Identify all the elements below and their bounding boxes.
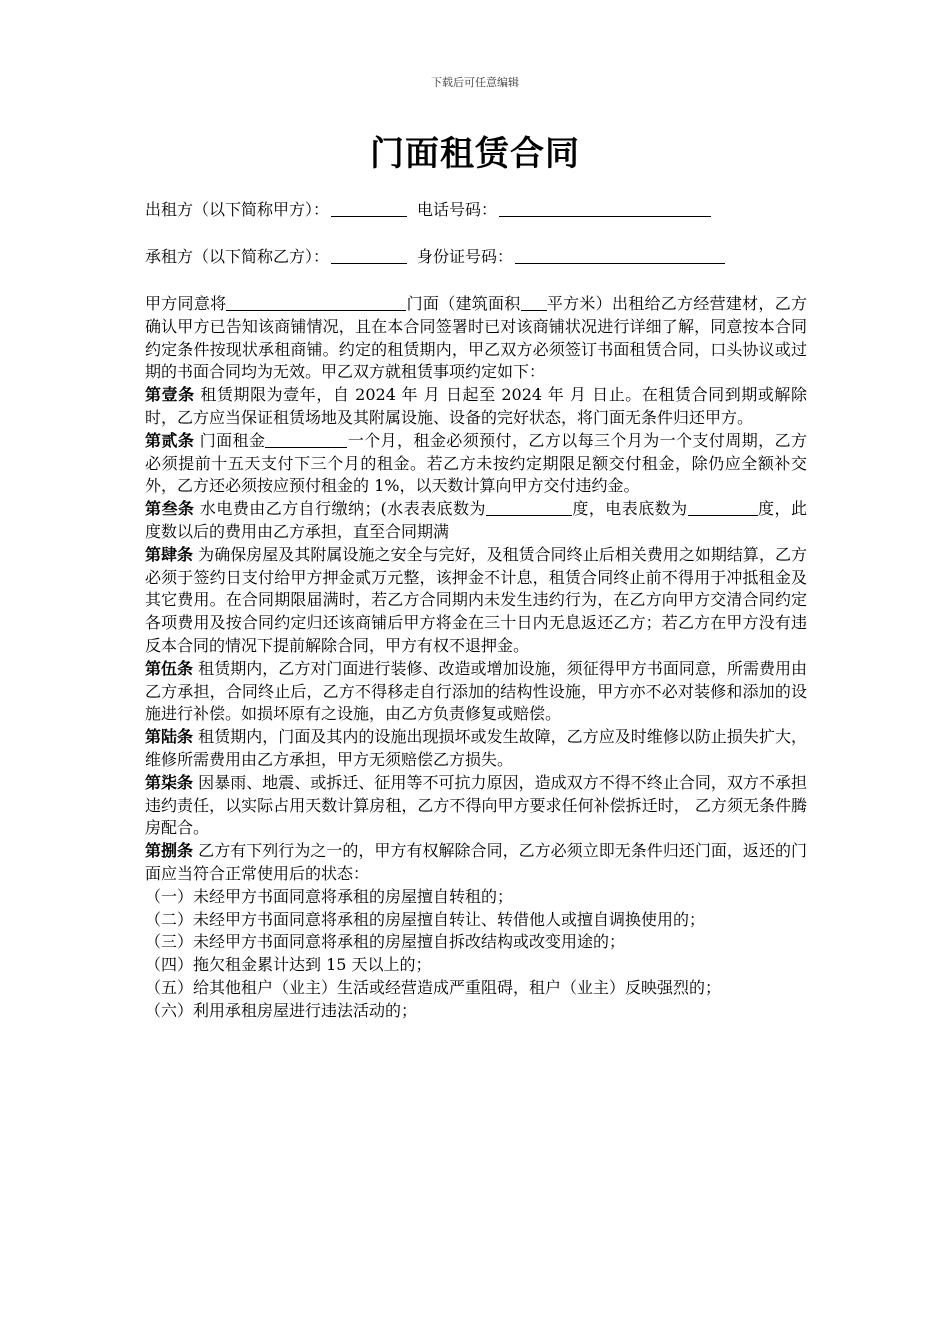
clause-1 (145, 384, 807, 430)
clause-5-text: 租赁期内，乙方对门面进行装修、改造或增加设施，须征得甲方书面同意，所需费用由乙方承担，合同终止后，乙方不得移走自行添加的结构性设施，甲方亦不必对装修和添加的设施进行补偿。如损坏原有之设施，由乙方负责修复或赔偿。 (145, 658, 807, 724)
clause-5 (145, 658, 807, 726)
list-item: （四）拖欠租金累计达到 15 天以上的； (145, 955, 432, 975)
party-b-line (145, 246, 725, 268)
clause-4-text: 为确保房屋及其附属设施之安全与完好，及租赁合同终止后相关费用之如期结算，乙方必须于签约日支付给甲方押金贰万元整，该押金不计息，租赁合同终止前不得用于冲抵租金及其它费用。在合同期限届满时，若乙方合同期内未发生违约行为，在乙方向甲方交清合同约定各项费用及按合同约定归还该商铺后甲方将金在三十日内无息返还乙方；若乙方在甲方没有违反本合同的情况下提前解除合同，甲方有权不退押金。 (145, 544, 807, 655)
party-b-name-blank[interactable] (331, 247, 407, 264)
clause-8 (145, 840, 807, 886)
premises-blank[interactable] (226, 294, 406, 311)
intro-text-3: 平方米）出租给乙方经营建材，乙方确认甲方已告知该商铺情况，且在本合同签署时已对该商铺状况进行详细了解，同意按本合同约定条件按现状承租商铺。约定的租赁期内，甲乙双方必须签订书面租赁合同，口头协议或过期的书面合同均为无效。甲乙双方就租赁事项约定如下： (145, 294, 807, 382)
clause-3 (145, 498, 807, 544)
clause-7-text: 因暴雨、地震、或拆迁、征用等不可抗力原因，造成双方不得不终止合同，双方不承担违约责任，以实际占用天数计算房租，乙方不得向甲方要求任何补偿拆迁时， 乙方须无条件腾房配合。 (145, 772, 807, 838)
list-item: （三）未经甲方书面同意将承租的房屋擅自拆改结构或改变用途的； (145, 932, 626, 952)
clause-6-text: 租赁期内，门面及其内的设施出现损坏或发生故障，乙方应及时维修以防止损失扩大，维修所需费用由乙方承担，甲方无须赔偿乙方损失。 (145, 727, 807, 769)
intro-text-2: 门面（建筑面积 (406, 294, 521, 313)
clause-2 (145, 430, 807, 498)
party-a-line (145, 199, 711, 221)
party-a-label: 出租方（以下简称甲方）： (145, 200, 330, 219)
clause-3-text-c: 度，此度数以后的费用由乙方承担，直至合同期满 (145, 499, 807, 541)
intro-text-1: 甲方同意将 (145, 294, 227, 313)
document-title: 门面租赁合同 (370, 134, 580, 174)
clause-4-head: 第肆条 (145, 544, 194, 564)
party-a-phone-label: 电话号码： (417, 200, 498, 219)
party-b-id-label: 身份证号码： (417, 247, 514, 266)
water-reading-blank[interactable] (486, 499, 572, 516)
clause-2-text-a: 门面租金 (194, 430, 266, 450)
clause-7-head: 第柒条 (145, 772, 194, 792)
party-a-name-blank[interactable] (331, 200, 407, 217)
list-item: （二）未经甲方书面同意将承租的房屋擅自转让、转借他人或擅自调换使用的； (145, 909, 706, 929)
clause-1-text: 租赁期限为壹年，自 2024 年 月 日起至 2024 年 月 日止。在租赁合同到期或解除时，乙方应当保证租赁场地及其附属设施、设备的完好状态，将门面无条件归还甲方。 (145, 385, 807, 427)
list-item: （六）利用承租房屋进行违法活动的； (145, 1000, 418, 1020)
clause-3-head: 第叁条 (145, 499, 195, 519)
list-item: （五）给其他租户（业主）生活或经营造成严重阻碍，租户（业主）反映强烈的； (145, 977, 722, 997)
party-b-id-blank[interactable] (515, 247, 725, 264)
list-item: （一）未经甲方书面同意将承租的房屋擅自转租的； (145, 886, 514, 906)
area-blank[interactable] (521, 294, 547, 311)
clause-6-head: 第陆条 (145, 727, 194, 747)
party-a-phone-blank[interactable] (499, 200, 711, 217)
party-b-label: 承租方（以下简称乙方）： (145, 247, 330, 266)
clause-8-head: 第捌条 (145, 841, 194, 861)
intro-paragraph (145, 293, 807, 384)
contract-body (145, 293, 807, 1023)
clause-3-text-b: 度，电表底数为 (571, 499, 688, 519)
clause-2-text-b: 一个月，租金必须预付，乙方以每三个月为一个支付周期，乙方必须提前十五天支付下三个月的租金。若乙方未按约定期限足额交付租金，除仍应全额补交外，乙方还必须按应预付租金的 1%，以天数计算向甲方交付违约金。 (145, 430, 807, 496)
header-note: 下载后可任意编辑 (431, 76, 519, 89)
clause-8-text: 乙方有下列行为之一的，甲方有权解除合同，乙方必须立即无条件归还门面，返还的门面应当符合正常使用后的状态： (145, 841, 807, 883)
clause-1-head: 第壹条 (145, 385, 195, 405)
rent-blank[interactable] (265, 431, 347, 448)
clause-5-head: 第伍条 (145, 658, 194, 678)
clause-7 (145, 772, 807, 840)
clause-2-head: 第贰条 (145, 430, 195, 450)
clause-4 (145, 544, 807, 658)
electric-reading-blank[interactable] (688, 499, 758, 516)
clause-6 (145, 726, 807, 772)
clause-3-text-a: 水电费由乙方自行缴纳；(水表表底数为 (194, 499, 486, 519)
